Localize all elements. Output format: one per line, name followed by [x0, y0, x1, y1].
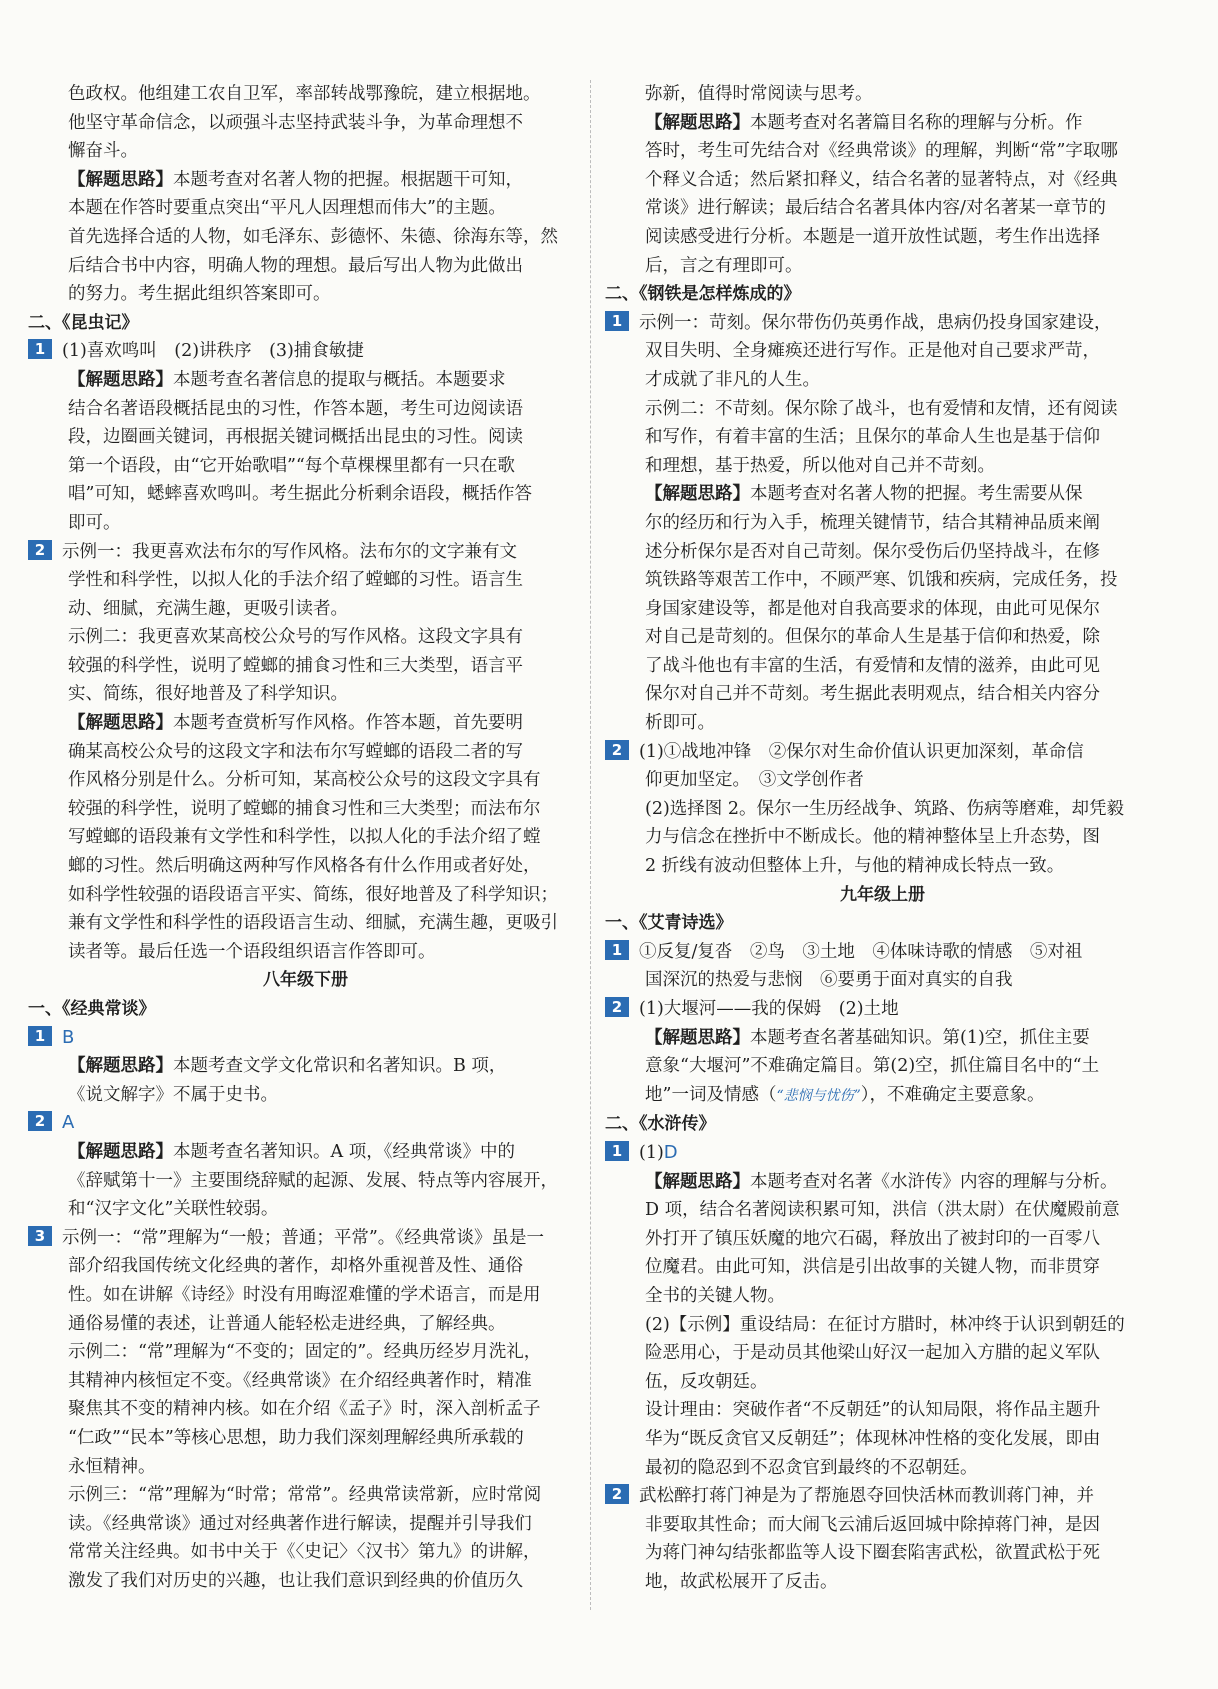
text-line — [605, 1081, 1160, 1111]
text-line: 较强的科学性，说明了螳螂的捕食习性和三大类型；而法布尔 — [68, 798, 541, 819]
grade-heading: 八年级下册 — [263, 970, 348, 991]
text: ①反复/复沓 ②鸟 ③土地 ④体味诗歌的情感 ⑤对祖 — [639, 941, 1083, 962]
section-title: 一、《艾青诗选》 — [605, 913, 733, 934]
left-column — [28, 80, 583, 1595]
question-number: 2 — [605, 997, 629, 1017]
text: 示例一：我更喜欢法布尔的写作风格。法布尔的文字兼有文 — [62, 541, 517, 562]
text-line: 本题在作答时要重点突出“平凡人因理想而伟大”的主题。 — [68, 198, 506, 219]
text-line: 析即可。 — [645, 713, 715, 734]
text-line: 读。《经典常谈》通过对经典著作进行解读，提醒并引导我们 — [68, 1513, 532, 1534]
analysis-tag: 【解题思路】 — [645, 1027, 750, 1048]
text: 武松醉打蒋门神是为了帮施恩夺回快活林而教训蒋门神，并 — [639, 1486, 1094, 1507]
text-line: 第一个语段，由“它开始歌唱”“每个草棵棵里都有一只在歌 — [68, 455, 515, 476]
text-line: D 项，结合名著阅读积累可知，洪信（洪太尉）在伏魔殿前意 — [645, 1200, 1120, 1221]
analysis-tag: 【解题思路】 — [645, 1171, 750, 1192]
text-line: 聚焦其不变的精神内核。如在介绍《孟子》时，深入剖析孟子 — [68, 1399, 541, 1420]
section-title: 二、《水浒传》 — [605, 1114, 716, 1135]
question-line — [605, 995, 1160, 1024]
text-line: 其精神内核恒定不变。《经典常谈》在介绍经典著作时，精准 — [68, 1370, 532, 1391]
question-number: 1 — [28, 339, 52, 359]
text: 本题考查对名著《水浒传》内容的理解与分析。 — [750, 1171, 1118, 1192]
analysis-line — [28, 166, 583, 195]
analysis-line — [605, 1168, 1160, 1197]
text-line: 部介绍我国传统文化经典的著作，却格外重视普及性、通俗 — [68, 1256, 523, 1277]
text: 本题考查对名著人物的把握。考生需要从保 — [750, 484, 1083, 505]
question-line — [605, 938, 1160, 967]
text-line: 写螳螂的语段兼有文学性和科学性，以拟人化的手法介绍了螳 — [68, 827, 541, 848]
answer-choice: A — [62, 1112, 75, 1134]
text-line: 华为“既反贪官又反朝廷”；体现林冲性格的变化发展，即由 — [645, 1428, 1101, 1449]
analysis-line — [28, 366, 583, 395]
text-line: 个释义合适；然后紧扣释义，结合名著的显著特点，对《经典 — [645, 169, 1118, 190]
analysis-tag: 【解题思路】 — [645, 484, 750, 505]
analysis-line — [28, 1138, 583, 1167]
text-line: 位魔君。由此可知，洪信是引出故事的关键人物，而非贯穿 — [645, 1257, 1100, 1278]
column-divider — [590, 80, 591, 1610]
question-line — [605, 1139, 1160, 1168]
text: 示例一：“常”理解为“一般；普通；平常”。《经典常谈》虽是一 — [62, 1227, 545, 1248]
text-line: 了战斗他也有丰富的生活，有爱情和友情的滋养，由此可见 — [645, 655, 1100, 676]
analysis-tag: 【解题思路】 — [68, 1141, 173, 1162]
text-line: 阅读感受进行分析。本题是一道开放性试题，考生作出选择 — [645, 226, 1100, 247]
text: ），不难确定主要意象。 — [860, 1084, 1045, 1105]
text: 本题考查对名著人物的把握。根据题干可知， — [173, 169, 523, 190]
text: 示例一：苛刻。保尔带伤仍英勇作战，患病仍投身国家建设， — [639, 312, 1112, 333]
question-number: 3 — [28, 1226, 52, 1246]
text-line: 筑铁路等艰苦工作中，不顾严寒、饥饿和疾病，完成任务，投 — [645, 570, 1118, 591]
handwritten-answer: “悲悯与忧伤” — [776, 1087, 861, 1104]
text-line: 首先选择合适的人物，如毛泽东、彭德怀、朱德、徐海东等，然 — [68, 226, 558, 247]
text-line: 懈奋斗。 — [68, 141, 138, 162]
text-line: 读者等。最后任选一个语段组织语言作答即可。 — [68, 941, 436, 962]
text-line: 尔的经历和行为入手，梳理关键情节，结合其精神品质来阐 — [645, 512, 1100, 533]
text-line: 险恶用心，于是动员其他梁山好汉一起加入方腊的起义军队 — [645, 1343, 1100, 1364]
text-line: (2)选择图 2。保尔一生历经战争、筑路、伤病等磨难，却凭毅 — [645, 798, 1124, 819]
text-line: 双目失明、全身瘫痪还进行写作。正是他对自己要求严苛， — [645, 341, 1100, 362]
question-number: 1 — [605, 1141, 629, 1161]
question-number: 2 — [28, 540, 52, 560]
text-line: 如科学性较强的语段语言平实、简练，很好地普及了科学知识； — [68, 884, 558, 905]
text-line: 唱”可知，蟋蟀喜欢鸣叫。考生据此分析剩余语段，概括作答 — [68, 484, 532, 505]
text-line: 和理想，基于热爱，所以他对自己并不苛刻。 — [645, 455, 995, 476]
text-line: 仰更加坚定。 ③文学创作者 — [645, 770, 864, 791]
question-number: 1 — [605, 311, 629, 331]
text-line: 后，言之有理即可。 — [645, 255, 803, 276]
answer-choice: D — [663, 1141, 678, 1163]
text-line: 为蒋门神勾结张都监等人设下圈套陷害武松，欲置武松于死 — [645, 1543, 1100, 1564]
text-line: 对自己是苛刻的。但保尔的革命人生是基于信仰和热爱，除 — [645, 627, 1100, 648]
text-line: 螂的习性。然后明确这两种写作风格各有什么作用或者好处， — [68, 856, 541, 877]
text: 本题考查名著知识。A 项，《经典常谈》中的 — [173, 1141, 515, 1162]
text-line: 即可。 — [68, 512, 121, 533]
text-line: 全书的关键人物。 — [645, 1285, 785, 1306]
question-line — [605, 309, 1160, 338]
text-line: 示例二：我更喜欢某高校公众号的写作风格。这段文字具有 — [68, 627, 523, 648]
text-line: 和写作，有着丰富的生活；且保尔的革命人生也是基于信仰 — [645, 427, 1100, 448]
text-line: 兼有文学性和科学性的语段语言生动、细腻，充满生趣，更吸引 — [68, 913, 558, 934]
analysis-tag: 【解题思路】 — [68, 713, 173, 734]
text-line: 永恒精神。 — [68, 1456, 156, 1477]
text-line: 通俗易懂的表述，让普通人能轻松走进经典，了解经典。 — [68, 1313, 506, 1334]
text-line: 实、简练，很好地普及了科学知识。 — [68, 684, 348, 705]
answer-choice: B — [62, 1026, 75, 1048]
grade-heading: 九年级上册 — [840, 884, 925, 905]
analysis-line — [605, 109, 1160, 138]
text-line: 确某高校公众号的这段文字和法布尔写螳螂的语段二者的写 — [68, 741, 523, 762]
text-line: 国深沉的热爱与悲悯 ⑥要勇于面对真实的自我 — [645, 970, 1013, 991]
question-number: 2 — [605, 1484, 629, 1504]
text-line: 的努力。考生据此组织答案即可。 — [68, 284, 331, 305]
text: 本题考查名著信息的提取与概括。本题要求 — [173, 369, 506, 390]
text-line: 学性和科学性，以拟人化的手法介绍了螳螂的习性。语言生 — [68, 570, 523, 591]
text: 本题考查对名著篇目名称的理解与分析。作 — [750, 112, 1083, 133]
text-line: 他坚守革命信念，以顽强斗志坚持武装斗争，为革命理想不 — [68, 112, 523, 133]
text-line: 最初的隐忍到不忍贪官到最终的不忍朝廷。 — [645, 1457, 978, 1478]
question-number: 1 — [28, 1026, 52, 1046]
text-line: 较强的科学性，说明了螳螂的捕食习性和三大类型，语言平 — [68, 655, 523, 676]
text-line: 性。如在讲解《诗经》时没有用晦涩难懂的学术语言，而是用 — [68, 1284, 541, 1305]
analysis-line — [605, 1024, 1160, 1053]
text-line: 保尔对自己并不苛刻。考生据此表明观点，结合相关内容分 — [645, 684, 1100, 705]
section-title: 一、《经典常谈》 — [28, 999, 156, 1019]
text-line: 弥新，值得时常阅读与思考。 — [645, 84, 873, 104]
text: (1)喜欢鸣叫 (2)讲秩序 (3)捕食敏捷 — [62, 341, 364, 362]
text-line: 述分析保尔是否对自己苛刻。保尔受伤后仍坚持战斗，在修 — [645, 541, 1100, 562]
text-line: 示例二：不苛刻。保尔除了战斗，也有爱情和友情，还有阅读 — [645, 398, 1118, 419]
text: (1) — [639, 1142, 664, 1163]
question-line — [605, 738, 1160, 767]
text-line: 外打开了镇压妖魔的地穴石碣，释放出了被封印的一百零八 — [645, 1228, 1100, 1249]
text-line: 身国家建设等，都是他对自我高要求的体现，由此可见保尔 — [645, 598, 1100, 619]
text: 地”一词及情感（ — [645, 1084, 777, 1105]
text-line: 示例二：“常”理解为“不变的；固定的”。经典历经岁月洗礼， — [68, 1342, 542, 1363]
text-line: 《说文解字》不属于史书。 — [68, 1084, 278, 1105]
text-line: 才成就了非凡的人生。 — [645, 369, 820, 390]
text-line: 常常关注经典。如书中关于《〈史记〉〈汉书〉第九》的讲解， — [68, 1542, 541, 1563]
analysis-tag: 【解题思路】 — [68, 169, 173, 190]
section-title: 二、《钢铁是怎样炼成的》 — [605, 284, 801, 305]
text-line: 力与信念在挫折中不断成长。他的精神整体呈上升态势，图 — [645, 827, 1100, 848]
question-line — [28, 1024, 583, 1053]
question-number: 2 — [28, 1111, 52, 1131]
text-line: 结合名著语段概括昆虫的习性，作答本题，考生可边阅读语 — [68, 398, 523, 419]
analysis-line — [605, 480, 1160, 509]
text-line: “仁政”“民本”等核心思想，助力我们深刻理解经典所承载的 — [68, 1427, 524, 1448]
analysis-line — [28, 1052, 583, 1081]
text-line: 激发了我们对历史的兴趣，也让我们意识到经典的价值历久 — [68, 1570, 523, 1591]
text-line: 作风格分别是什么。分析可知，某高校公众号的这段文字具有 — [68, 770, 541, 791]
text-line: 非要取其性命；而大闹飞云浦后返回城中除掉蒋门神，是因 — [645, 1514, 1100, 1535]
text-line: 示例三：“常”理解为“时常；常常”。经典常读常新，应时常阅 — [68, 1485, 542, 1506]
question-line — [605, 1482, 1160, 1511]
text-line: 答时，考生可先结合对《经典常谈》的理解，判断“常”字取哪 — [645, 141, 1118, 162]
question-number: 2 — [605, 740, 629, 760]
text: (1)①战地冲锋 ②保尔对生命价值认识更加深刻，革命信 — [639, 741, 1084, 762]
question-line — [28, 337, 583, 366]
text-line: 和“汉字文化”关联性较弱。 — [68, 1199, 279, 1220]
question-line — [28, 1109, 583, 1138]
text-line: 《辞赋第十一》主要围绕辞赋的起源、发展、特点等内容展开， — [68, 1170, 558, 1191]
section-title: 二、《昆虫记》 — [28, 312, 139, 333]
text: 本题考查赏析写作风格。作答本题，首先要明 — [173, 713, 523, 734]
text-line: 色政权。他组建工农自卫军，率部转战鄂豫皖，建立根据地。 — [68, 84, 541, 104]
analysis-tag: 【解题思路】 — [68, 1056, 173, 1077]
text-line: 设计理由：突破作者“不反朝廷”的认知局限，将作品主题升 — [645, 1400, 1101, 1421]
text-line: (2)【示例】重设结局：在征讨方腊时，林冲终于认识到朝廷的 — [645, 1314, 1125, 1335]
text: 本题考查文学文化常识和名著知识。B 项， — [173, 1056, 507, 1077]
question-number: 1 — [605, 940, 629, 960]
question-line — [28, 1224, 583, 1253]
question-line — [28, 538, 583, 567]
text: (1)大堰河——我的保姆 (2)土地 — [639, 999, 899, 1019]
text: 本题考查名著基础知识。第(1)空，抓住主要 — [750, 1027, 1090, 1048]
analysis-tag: 【解题思路】 — [68, 369, 173, 390]
analysis-tag: 【解题思路】 — [645, 112, 750, 133]
text-line: 地，故武松展开了反击。 — [645, 1571, 838, 1592]
text-line: 伍，反攻朝廷。 — [645, 1371, 768, 1392]
text-line: 常谈》进行解读；最后结合名著具体内容/对名著某一章节的 — [645, 198, 1106, 219]
text-line: 段，边圈画关键词，再根据关键词概括出昆虫的习性。阅读 — [68, 427, 523, 448]
analysis-line — [28, 709, 583, 738]
right-column — [605, 80, 1160, 1596]
text-line: 后结合书中内容，明确人物的理想。最后写出人物为此做出 — [68, 255, 523, 276]
text-line: 意象“大堰河”不难确定篇目。第(2)空，抓住篇目名中的“土 — [645, 1056, 1100, 1077]
text-line: 2 折线有波动但整体上升，与他的精神成长特点一致。 — [645, 856, 1065, 877]
text-line: 动、细腻，充满生趣，更吸引读者。 — [68, 598, 348, 619]
